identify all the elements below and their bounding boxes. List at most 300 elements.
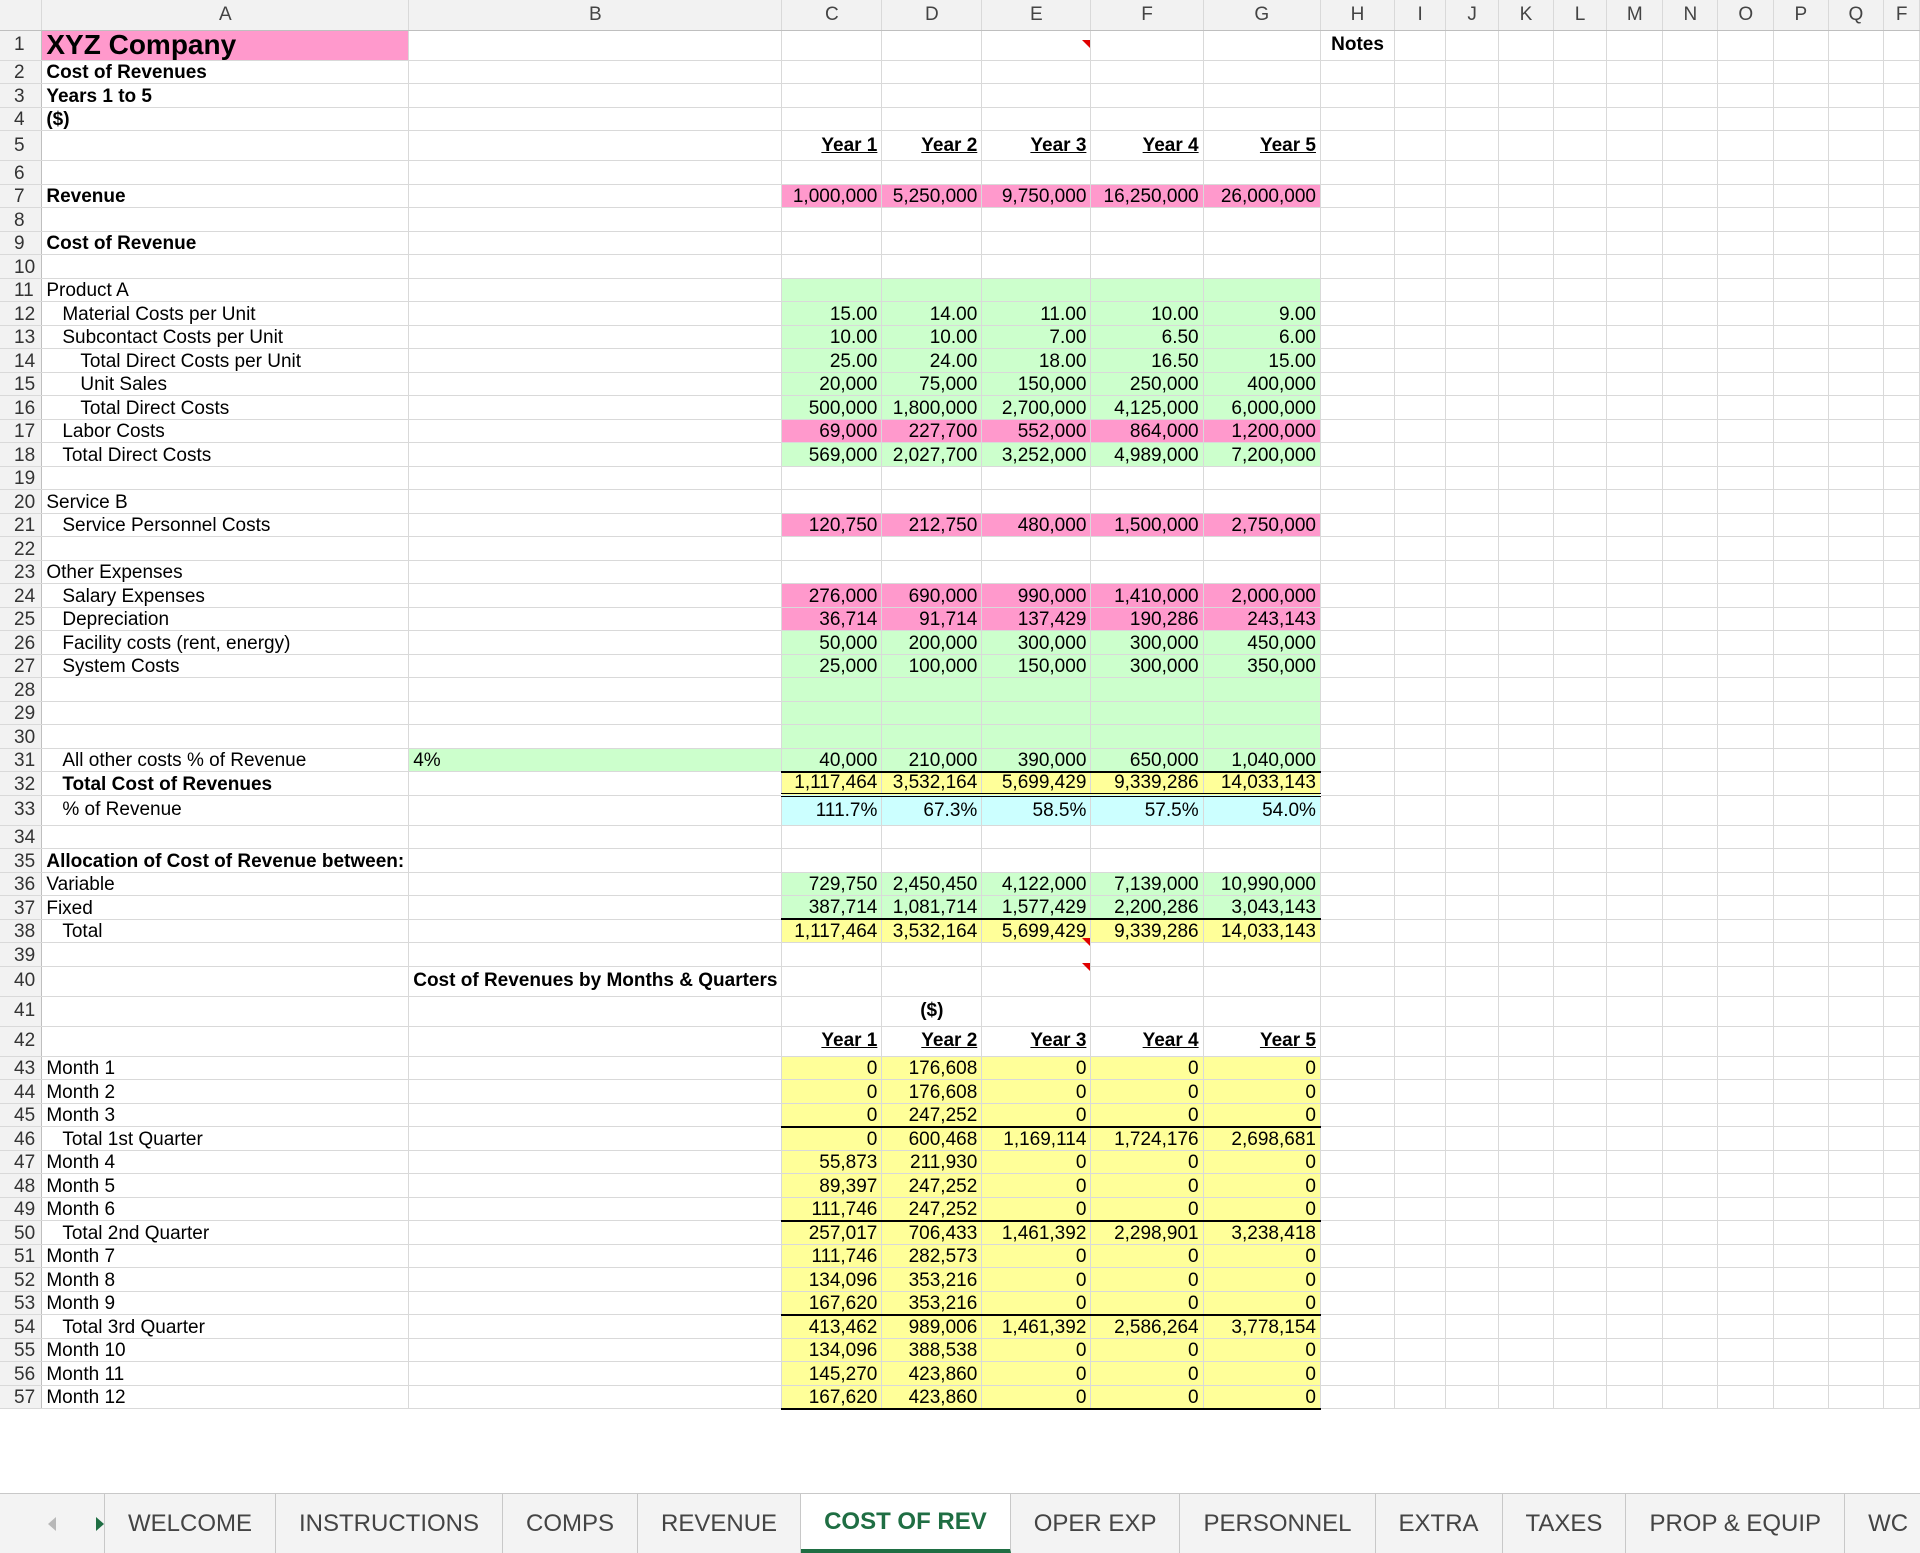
cell[interactable] bbox=[882, 84, 982, 108]
cell[interactable]: 0 bbox=[982, 1244, 1091, 1268]
cell[interactable] bbox=[1395, 996, 1446, 1026]
cell[interactable] bbox=[409, 654, 782, 678]
cell[interactable] bbox=[1663, 654, 1718, 678]
cell[interactable] bbox=[1091, 701, 1203, 725]
cell[interactable] bbox=[882, 701, 982, 725]
row-header[interactable]: 25 bbox=[0, 607, 42, 631]
cell[interactable] bbox=[1663, 872, 1718, 896]
cell[interactable] bbox=[1553, 302, 1607, 326]
cell[interactable] bbox=[1553, 84, 1607, 108]
cell[interactable] bbox=[1663, 84, 1718, 108]
cell[interactable] bbox=[1320, 131, 1394, 161]
cell[interactable] bbox=[1828, 1291, 1884, 1315]
cell[interactable] bbox=[1395, 654, 1446, 678]
cell[interactable] bbox=[782, 678, 882, 702]
cell[interactable]: 3,778,154 bbox=[1203, 1315, 1320, 1339]
cell[interactable]: 0 bbox=[1091, 1338, 1203, 1362]
cell[interactable] bbox=[1446, 1080, 1499, 1104]
cell[interactable] bbox=[1828, 513, 1884, 537]
cell[interactable]: 282,573 bbox=[882, 1244, 982, 1268]
cell[interactable] bbox=[1884, 795, 1920, 825]
row-header[interactable]: 32 bbox=[0, 772, 42, 796]
column-header[interactable]: P bbox=[1774, 0, 1829, 30]
cell[interactable]: Total 2nd Quarter bbox=[42, 1221, 409, 1245]
cell[interactable] bbox=[1395, 1174, 1446, 1198]
cell[interactable] bbox=[409, 1080, 782, 1104]
cell[interactable] bbox=[1499, 231, 1554, 255]
cell[interactable] bbox=[1395, 725, 1446, 749]
row-header[interactable]: 10 bbox=[0, 255, 42, 279]
cell[interactable] bbox=[1607, 631, 1663, 655]
cell[interactable] bbox=[1446, 30, 1499, 60]
cell[interactable] bbox=[1828, 131, 1884, 161]
cell[interactable] bbox=[1553, 896, 1607, 920]
cell[interactable] bbox=[1499, 631, 1554, 655]
cell[interactable] bbox=[1553, 1080, 1607, 1104]
cell[interactable]: 0 bbox=[782, 1080, 882, 1104]
cell[interactable] bbox=[1446, 919, 1499, 943]
cell[interactable] bbox=[1718, 325, 1774, 349]
cell[interactable] bbox=[1607, 678, 1663, 702]
cell[interactable]: 1,461,392 bbox=[982, 1315, 1091, 1339]
cell[interactable] bbox=[1828, 607, 1884, 631]
cell[interactable]: 120,750 bbox=[782, 513, 882, 537]
cell[interactable]: Unit Sales bbox=[42, 372, 409, 396]
cell[interactable] bbox=[1499, 1056, 1554, 1080]
cell[interactable]: Total 1st Quarter bbox=[42, 1127, 409, 1151]
cell[interactable] bbox=[1320, 231, 1394, 255]
cell[interactable] bbox=[1607, 490, 1663, 514]
cell[interactable]: 10.00 bbox=[882, 325, 982, 349]
cell[interactable] bbox=[1884, 1385, 1920, 1409]
cell[interactable] bbox=[1774, 996, 1829, 1026]
cell[interactable] bbox=[409, 107, 782, 131]
cell[interactable] bbox=[1607, 419, 1663, 443]
cell[interactable] bbox=[782, 84, 882, 108]
cell[interactable] bbox=[1553, 30, 1607, 60]
cell[interactable] bbox=[1446, 654, 1499, 678]
cell[interactable] bbox=[1663, 795, 1718, 825]
cell[interactable] bbox=[1607, 560, 1663, 584]
cell[interactable] bbox=[1828, 654, 1884, 678]
cell[interactable] bbox=[1663, 302, 1718, 326]
cell[interactable] bbox=[1828, 560, 1884, 584]
cell[interactable] bbox=[1446, 490, 1499, 514]
row-header[interactable]: 50 bbox=[0, 1221, 42, 1245]
cell[interactable] bbox=[1499, 748, 1554, 772]
cell[interactable] bbox=[1607, 537, 1663, 561]
cell[interactable] bbox=[1774, 184, 1829, 208]
cell[interactable]: 3,043,143 bbox=[1203, 896, 1320, 920]
cell[interactable] bbox=[1663, 208, 1718, 232]
cell[interactable] bbox=[1884, 107, 1920, 131]
cell[interactable] bbox=[1446, 896, 1499, 920]
cell[interactable] bbox=[1395, 1338, 1446, 1362]
cell[interactable] bbox=[1884, 161, 1920, 185]
cell[interactable] bbox=[1828, 872, 1884, 896]
row-header[interactable]: 27 bbox=[0, 654, 42, 678]
cell[interactable] bbox=[1499, 1315, 1554, 1339]
column-header[interactable]: D bbox=[882, 0, 982, 30]
cell[interactable] bbox=[1203, 208, 1320, 232]
cell[interactable] bbox=[1884, 1026, 1920, 1056]
cell[interactable] bbox=[1395, 30, 1446, 60]
cell[interactable] bbox=[1553, 943, 1607, 967]
cell[interactable] bbox=[1718, 255, 1774, 279]
cell[interactable] bbox=[782, 466, 882, 490]
cell[interactable] bbox=[882, 678, 982, 702]
cell[interactable] bbox=[1718, 84, 1774, 108]
row-header[interactable]: 42 bbox=[0, 1026, 42, 1056]
cell[interactable]: 0 bbox=[982, 1362, 1091, 1386]
cell[interactable] bbox=[1499, 1080, 1554, 1104]
cell[interactable] bbox=[409, 372, 782, 396]
row-header[interactable]: 40 bbox=[0, 966, 42, 996]
cell[interactable] bbox=[882, 825, 982, 849]
cell[interactable]: 0 bbox=[1203, 1244, 1320, 1268]
cell[interactable]: Total bbox=[42, 919, 409, 943]
cell[interactable] bbox=[1499, 896, 1554, 920]
cell[interactable] bbox=[1884, 896, 1920, 920]
cell[interactable] bbox=[1718, 560, 1774, 584]
cell[interactable] bbox=[1320, 1127, 1394, 1151]
cell[interactable]: Year 1 bbox=[782, 131, 882, 161]
cell[interactable] bbox=[1828, 1362, 1884, 1386]
cell[interactable] bbox=[1718, 1362, 1774, 1386]
cell[interactable] bbox=[1446, 131, 1499, 161]
tab-comps[interactable]: COMPS bbox=[503, 1494, 638, 1553]
cell[interactable] bbox=[1884, 1103, 1920, 1127]
row-header[interactable]: 52 bbox=[0, 1268, 42, 1292]
cell[interactable] bbox=[1320, 725, 1394, 749]
cell[interactable] bbox=[1774, 1338, 1829, 1362]
cell[interactable] bbox=[1553, 1362, 1607, 1386]
cell[interactable]: 15.00 bbox=[1203, 349, 1320, 373]
cell[interactable]: 0 bbox=[982, 1056, 1091, 1080]
cell[interactable] bbox=[1607, 654, 1663, 678]
cell[interactable] bbox=[1718, 654, 1774, 678]
cell[interactable] bbox=[1828, 1056, 1884, 1080]
cell[interactable] bbox=[1203, 537, 1320, 561]
cell[interactable]: 5,250,000 bbox=[882, 184, 982, 208]
cell[interactable]: 176,608 bbox=[882, 1056, 982, 1080]
cell[interactable]: 0 bbox=[1091, 1174, 1203, 1198]
cell[interactable] bbox=[982, 278, 1091, 302]
cell[interactable] bbox=[1774, 490, 1829, 514]
cell[interactable] bbox=[1499, 1174, 1554, 1198]
cell[interactable] bbox=[1884, 419, 1920, 443]
cell[interactable] bbox=[409, 584, 782, 608]
cell[interactable] bbox=[1320, 996, 1394, 1026]
cell[interactable]: 0 bbox=[1203, 1268, 1320, 1292]
cell[interactable]: 500,000 bbox=[782, 396, 882, 420]
cell[interactable]: 0 bbox=[982, 1174, 1091, 1198]
cell[interactable] bbox=[1663, 1338, 1718, 1362]
cell[interactable] bbox=[1607, 943, 1663, 967]
cell[interactable] bbox=[1607, 1315, 1663, 1339]
cell[interactable]: 2,000,000 bbox=[1203, 584, 1320, 608]
row-header[interactable]: 55 bbox=[0, 1338, 42, 1362]
cell[interactable] bbox=[1884, 208, 1920, 232]
cell[interactable] bbox=[1499, 607, 1554, 631]
cell[interactable] bbox=[982, 60, 1091, 84]
cell[interactable] bbox=[1774, 748, 1829, 772]
cell[interactable]: 5,699,429 bbox=[982, 919, 1091, 943]
cell[interactable] bbox=[1499, 278, 1554, 302]
cell[interactable] bbox=[1774, 872, 1829, 896]
cell[interactable]: 0 bbox=[782, 1056, 882, 1080]
scroll-right-icon[interactable] bbox=[96, 1517, 104, 1531]
cell[interactable]: 0 bbox=[1203, 1150, 1320, 1174]
cell[interactable] bbox=[1828, 161, 1884, 185]
cell[interactable] bbox=[1828, 1268, 1884, 1292]
cell[interactable] bbox=[1663, 466, 1718, 490]
cell[interactable] bbox=[1499, 466, 1554, 490]
cell[interactable] bbox=[1553, 372, 1607, 396]
cell[interactable] bbox=[1607, 107, 1663, 131]
row-header[interactable]: 9 bbox=[0, 231, 42, 255]
cell[interactable] bbox=[1203, 678, 1320, 702]
cell[interactable] bbox=[1553, 1103, 1607, 1127]
cell[interactable] bbox=[1663, 107, 1718, 131]
cell[interactable]: Notes bbox=[1320, 30, 1394, 60]
cell[interactable]: 167,620 bbox=[782, 1385, 882, 1409]
cell[interactable] bbox=[1884, 654, 1920, 678]
cell[interactable]: Month 11 bbox=[42, 1362, 409, 1386]
cell[interactable] bbox=[1828, 795, 1884, 825]
cell[interactable]: 24.00 bbox=[882, 349, 982, 373]
cell[interactable]: Cost of Revenues bbox=[42, 60, 409, 84]
row-header[interactable]: 38 bbox=[0, 919, 42, 943]
cell[interactable] bbox=[1203, 466, 1320, 490]
cell[interactable] bbox=[1663, 1291, 1718, 1315]
cell[interactable] bbox=[1499, 1338, 1554, 1362]
cell[interactable] bbox=[1553, 1197, 1607, 1221]
cell[interactable] bbox=[1663, 131, 1718, 161]
cell[interactable] bbox=[42, 1026, 409, 1056]
cell[interactable] bbox=[882, 943, 982, 967]
cell[interactable] bbox=[1499, 825, 1554, 849]
row-header[interactable]: 23 bbox=[0, 560, 42, 584]
cell[interactable] bbox=[1884, 631, 1920, 655]
cell[interactable] bbox=[1774, 1127, 1829, 1151]
cell[interactable] bbox=[1718, 278, 1774, 302]
cell[interactable] bbox=[1884, 1080, 1920, 1104]
cell[interactable] bbox=[1774, 419, 1829, 443]
cell[interactable] bbox=[1607, 30, 1663, 60]
cell[interactable]: Total 3rd Quarter bbox=[42, 1315, 409, 1339]
cell[interactable] bbox=[1320, 631, 1394, 655]
cell[interactable]: 2,450,450 bbox=[882, 872, 982, 896]
cell[interactable] bbox=[1203, 560, 1320, 584]
cell[interactable] bbox=[1203, 278, 1320, 302]
cell[interactable] bbox=[1884, 825, 1920, 849]
cell[interactable] bbox=[1395, 896, 1446, 920]
cell[interactable] bbox=[1320, 795, 1394, 825]
row-header[interactable]: 47 bbox=[0, 1150, 42, 1174]
cell[interactable]: Total Cost of Revenues bbox=[42, 772, 409, 796]
cell[interactable] bbox=[882, 231, 982, 255]
cell[interactable] bbox=[1320, 1362, 1394, 1386]
cell[interactable]: 247,252 bbox=[882, 1103, 982, 1127]
cell[interactable] bbox=[1884, 996, 1920, 1026]
cell[interactable] bbox=[1663, 996, 1718, 1026]
cell[interactable] bbox=[1553, 208, 1607, 232]
cell[interactable] bbox=[1446, 725, 1499, 749]
cell[interactable] bbox=[1607, 372, 1663, 396]
cell[interactable] bbox=[1774, 1056, 1829, 1080]
cell[interactable] bbox=[1828, 996, 1884, 1026]
cell[interactable]: 7,200,000 bbox=[1203, 443, 1320, 467]
cell[interactable] bbox=[1828, 1338, 1884, 1362]
cell[interactable] bbox=[1499, 996, 1554, 1026]
cell[interactable] bbox=[982, 966, 1091, 996]
cell[interactable] bbox=[1663, 919, 1718, 943]
cell[interactable]: 650,000 bbox=[1091, 748, 1203, 772]
cell[interactable] bbox=[1203, 84, 1320, 108]
cell[interactable]: Product A bbox=[42, 278, 409, 302]
cell[interactable] bbox=[1828, 1174, 1884, 1198]
cell[interactable]: Cost of Revenue bbox=[42, 231, 409, 255]
cell[interactable] bbox=[1607, 131, 1663, 161]
cell[interactable]: Month 9 bbox=[42, 1291, 409, 1315]
cell[interactable] bbox=[1663, 349, 1718, 373]
cell[interactable] bbox=[1395, 349, 1446, 373]
cell[interactable]: 2,750,000 bbox=[1203, 513, 1320, 537]
cell[interactable] bbox=[1718, 349, 1774, 373]
cell[interactable] bbox=[1663, 513, 1718, 537]
cell[interactable] bbox=[882, 278, 982, 302]
cell[interactable] bbox=[1553, 1315, 1607, 1339]
cell[interactable]: 57.5% bbox=[1091, 795, 1203, 825]
cell[interactable] bbox=[1828, 419, 1884, 443]
cell[interactable] bbox=[1663, 1080, 1718, 1104]
cell[interactable]: Fixed bbox=[42, 896, 409, 920]
cell[interactable] bbox=[409, 1268, 782, 1292]
cell[interactable] bbox=[1774, 84, 1829, 108]
cell[interactable] bbox=[1320, 1197, 1394, 1221]
cell[interactable] bbox=[1446, 795, 1499, 825]
cell[interactable] bbox=[1446, 584, 1499, 608]
cell[interactable] bbox=[1828, 184, 1884, 208]
cell[interactable] bbox=[1395, 231, 1446, 255]
cell[interactable] bbox=[409, 443, 782, 467]
cell[interactable] bbox=[1446, 513, 1499, 537]
cell[interactable]: 4,125,000 bbox=[1091, 396, 1203, 420]
cell[interactable] bbox=[882, 208, 982, 232]
cell[interactable] bbox=[1663, 419, 1718, 443]
row-header[interactable]: 33 bbox=[0, 795, 42, 825]
cell[interactable] bbox=[1499, 654, 1554, 678]
cell[interactable]: 227,700 bbox=[882, 419, 982, 443]
cell[interactable] bbox=[1718, 1197, 1774, 1221]
cell[interactable] bbox=[1446, 1056, 1499, 1080]
cell[interactable] bbox=[1499, 30, 1554, 60]
select-all-corner[interactable] bbox=[0, 0, 42, 30]
cell[interactable] bbox=[1446, 372, 1499, 396]
row-header[interactable]: 44 bbox=[0, 1080, 42, 1104]
cell[interactable] bbox=[409, 1150, 782, 1174]
cell[interactable] bbox=[1091, 943, 1203, 967]
cell[interactable]: Year 4 bbox=[1091, 1026, 1203, 1056]
cell[interactable] bbox=[1828, 537, 1884, 561]
cell[interactable] bbox=[1091, 537, 1203, 561]
cell[interactable] bbox=[1718, 943, 1774, 967]
cell[interactable] bbox=[1553, 466, 1607, 490]
cell[interactable] bbox=[1553, 490, 1607, 514]
cell[interactable] bbox=[1774, 208, 1829, 232]
cell[interactable]: 5,699,429 bbox=[982, 772, 1091, 796]
cell[interactable] bbox=[1774, 513, 1829, 537]
cell[interactable] bbox=[409, 896, 782, 920]
cell[interactable]: 300,000 bbox=[1091, 631, 1203, 655]
cell[interactable] bbox=[409, 184, 782, 208]
cell[interactable] bbox=[882, 537, 982, 561]
cell[interactable] bbox=[1663, 443, 1718, 467]
cell[interactable]: Total Direct Costs bbox=[42, 443, 409, 467]
cell[interactable] bbox=[1884, 1197, 1920, 1221]
column-header[interactable]: C bbox=[782, 0, 882, 30]
cell[interactable] bbox=[1663, 1026, 1718, 1056]
cell[interactable] bbox=[42, 701, 409, 725]
row-header[interactable]: 53 bbox=[0, 1291, 42, 1315]
cell[interactable] bbox=[1499, 678, 1554, 702]
tab-cost-of-rev[interactable]: COST OF REV bbox=[801, 1494, 1011, 1553]
cell[interactable] bbox=[1499, 184, 1554, 208]
cell[interactable] bbox=[882, 107, 982, 131]
cell[interactable]: 150,000 bbox=[982, 372, 1091, 396]
cell[interactable]: 0 bbox=[982, 1150, 1091, 1174]
cell[interactable] bbox=[1446, 466, 1499, 490]
cell[interactable]: Service B bbox=[42, 490, 409, 514]
cell[interactable] bbox=[1718, 208, 1774, 232]
cell[interactable] bbox=[1553, 1174, 1607, 1198]
cell[interactable] bbox=[409, 349, 782, 373]
cell[interactable] bbox=[1395, 966, 1446, 996]
cell[interactable] bbox=[1395, 1080, 1446, 1104]
cell[interactable] bbox=[1553, 1026, 1607, 1056]
column-header[interactable]: F bbox=[1091, 0, 1203, 30]
cell[interactable] bbox=[1607, 513, 1663, 537]
cell[interactable] bbox=[1553, 396, 1607, 420]
cell[interactable] bbox=[42, 996, 409, 1026]
cell[interactable]: 145,270 bbox=[782, 1362, 882, 1386]
cell[interactable] bbox=[1718, 1080, 1774, 1104]
cell[interactable]: Other Expenses bbox=[42, 560, 409, 584]
cell[interactable]: 212,750 bbox=[882, 513, 982, 537]
cell[interactable]: 0 bbox=[1091, 1291, 1203, 1315]
cell[interactable] bbox=[1446, 1150, 1499, 1174]
cell[interactable] bbox=[1884, 725, 1920, 749]
cell[interactable] bbox=[1774, 795, 1829, 825]
row-header[interactable]: 56 bbox=[0, 1362, 42, 1386]
cell[interactable] bbox=[1718, 231, 1774, 255]
cell[interactable] bbox=[882, 560, 982, 584]
cell[interactable] bbox=[1553, 349, 1607, 373]
cell[interactable] bbox=[409, 231, 782, 255]
cell[interactable] bbox=[1884, 255, 1920, 279]
cell[interactable] bbox=[1499, 513, 1554, 537]
cell[interactable] bbox=[1718, 966, 1774, 996]
cell[interactable] bbox=[1499, 1362, 1554, 1386]
cell[interactable] bbox=[1091, 255, 1203, 279]
cell[interactable]: 20,000 bbox=[782, 372, 882, 396]
cell[interactable] bbox=[1607, 1056, 1663, 1080]
cell[interactable] bbox=[1203, 231, 1320, 255]
cell[interactable] bbox=[409, 1026, 782, 1056]
cell[interactable] bbox=[1663, 560, 1718, 584]
cell[interactable]: 387,714 bbox=[782, 896, 882, 920]
